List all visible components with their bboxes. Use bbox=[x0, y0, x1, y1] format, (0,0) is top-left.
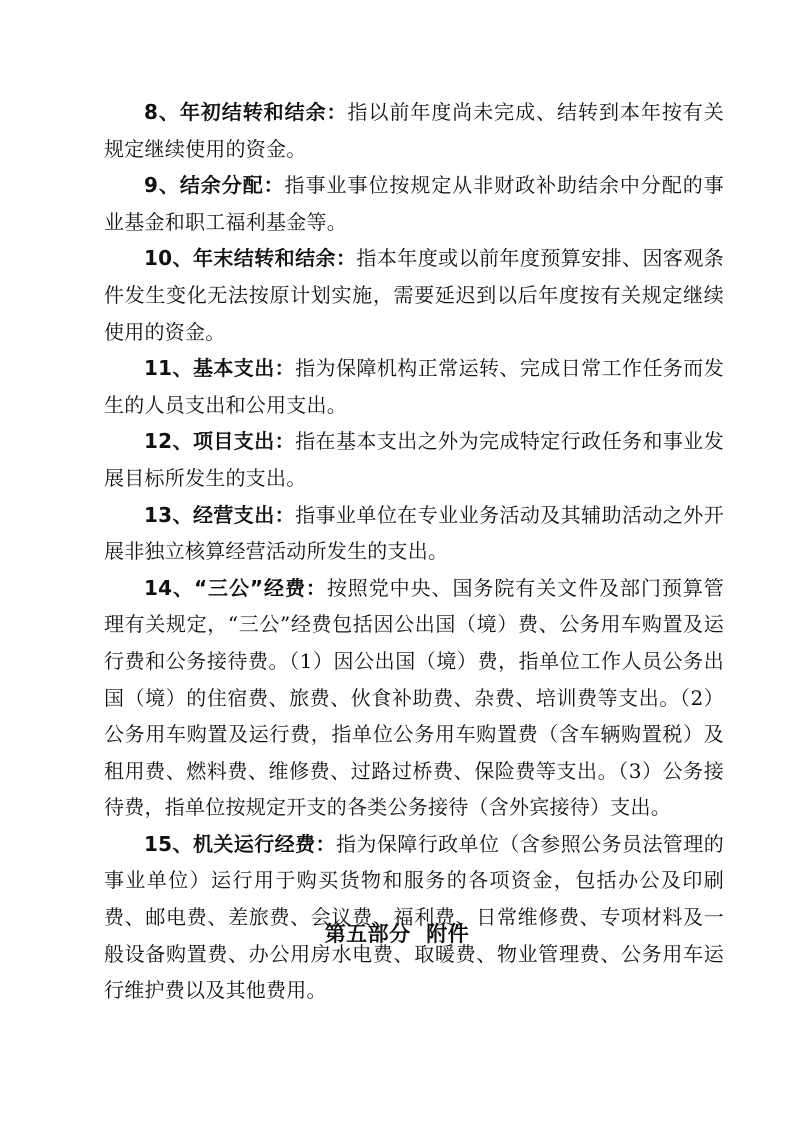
definition-paragraph-13 bbox=[104, 497, 724, 570]
definition-text: 按照党中央、国务院有关文件及部门预算管理有关规定，“三公”经费包括因公出国（境）费、公务用车购置及运行费和公务接待费。（1）因公出国（境）费，指单位工作人员公务出国（境）的住宿费、旅费、伙食补助费、杂费、培训费等支出。（2）公务用车购置及运行费，指单位公务用车购置费（含车辆购置税）及租用费、燃料费、维修费、过路过桥费、保险费等支出。（3）公务接待费，指单位按规定开支的各类公务接待（含外宾接待）支出。 bbox=[104, 575, 725, 820]
definition-text: 指为保障机构正常运转、完成日常工作任务而发生的人员支出和公用支出。 bbox=[104, 356, 724, 417]
definition-text: 指在基本支出之外为完成特定行政任务和事业发展目标所发生的支出。 bbox=[104, 429, 724, 490]
definition-text: 指事业事位按规定从非财政补助结余中分配的事业基金和职工福利基金等。 bbox=[104, 173, 725, 234]
section-title: 第五部分 附件 bbox=[324, 922, 470, 946]
definition-term: 8、年初结转和结余： bbox=[144, 100, 348, 124]
definition-term: 13、经营支出： bbox=[144, 502, 296, 527]
definition-term: 9、结余分配： bbox=[144, 173, 285, 198]
definition-text: 指本年度或以前年度预算安排、因客观条件发生变化无法按原计划实施，需要延迟到以后年度按有关规定继续使用的资金。 bbox=[104, 246, 724, 344]
definition-term: 11、基本支出： bbox=[144, 356, 296, 381]
definition-term: 12、项目支出： bbox=[144, 429, 296, 454]
definition-paragraph-9 bbox=[104, 167, 724, 240]
definition-paragraph-14 bbox=[104, 570, 724, 826]
definition-text: 指以前年度尚未完成、结转到本年按有关规定继续使用的资金。 bbox=[104, 100, 724, 161]
definition-text: 指为保障行政单位（含参照公务员法管理的事业单位）运行用于购买货物和服务的各项资金，包括办公及印刷费、邮电费、差旅费、会议费、福利费、日常维修费、专项材料及一般设备购置费、办公用房水电费、取暖费、物业管理费、公务用车运行维护费以及其他费用。 bbox=[104, 831, 724, 1003]
definition-term: 10、年末结转和结余： bbox=[144, 246, 357, 271]
definition-paragraph-11 bbox=[104, 350, 724, 423]
definition-text: 指事业单位在专业业务活动及其辅助活动之外开展非独立核算经营活动所发生的支出。 bbox=[104, 502, 724, 564]
definition-term: 15、机关运行经费： bbox=[144, 831, 336, 856]
document-body bbox=[104, 94, 724, 1009]
definition-paragraph-8 bbox=[104, 94, 724, 167]
definition-term: 14、“三公”经费： bbox=[144, 575, 327, 600]
definition-paragraph-10 bbox=[104, 240, 724, 350]
definition-paragraph-12 bbox=[104, 423, 724, 496]
